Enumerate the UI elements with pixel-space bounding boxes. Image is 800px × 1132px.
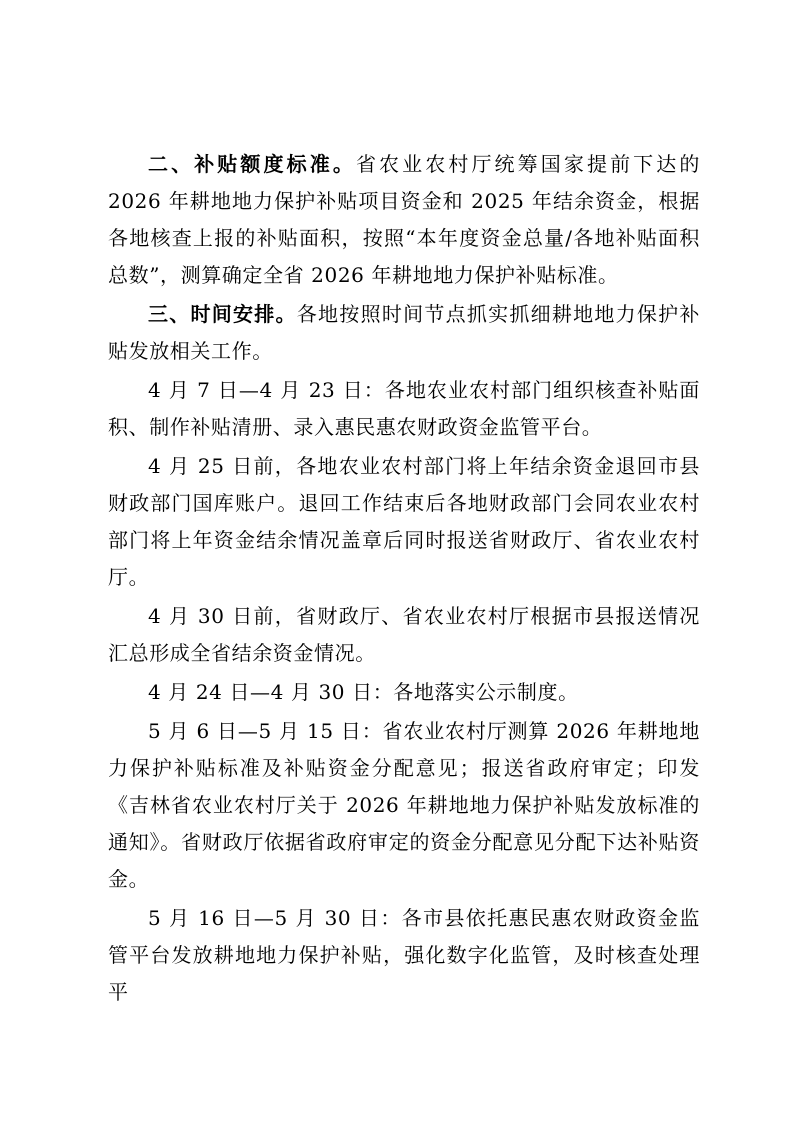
schedule-item-apr25 [108,448,700,596]
paragraph-schedule [108,296,700,370]
paragraph-text: 省农业农村厅统筹国家提前下达的 2026 年耕地地力保护补贴项目资金和 2025 年结余资金，根据各地核查上报的补贴面积，按照“本年度资金总量/各地补贴面积总数”，测算确定全省 2026 年耕地地力保护补贴标准。 [108,152,700,287]
paragraph-text: 5 月 6 日—5 月 15 日：省农业农村厅测算 2026 年耕地地力保护补贴标准及补贴资金分配意见；报送省政府审定；印发《吉林省农业农村厅关于 2026 年耕地地力保护补贴发放标准的通知》。省财政厅依据省政府审定的资金分配意见分配下达补贴资金。 [108,719,700,891]
paragraph-subsidy-standard [108,146,700,294]
schedule-item-apr30 [108,598,700,672]
schedule-item-apr24-apr30 [108,674,700,711]
paragraph-text: 4 月 30 日前，省财政厅、省农业农村厅根据市县报送情况汇总形成全省结余资金情况。 [108,604,700,665]
paragraph-text: 4 月 7 日—4 月 23 日：各地农业农村部门组织核查补贴面积、制作补贴清册、录入惠民惠农财政资金监管平台。 [108,378,700,439]
paragraph-text: 5 月 16 日—5 月 30 日：各市县依托惠民惠农财政资金监管平台发放耕地地力保护补贴，强化数字化监管，及时核查处理平 [108,906,700,1004]
schedule-item-may16-may30 [108,900,700,1011]
section-heading-subsidy-standard: 二、补贴额度标准。 [148,152,356,176]
paragraph-text: 各地按照时间节点抓实抓细耕地地力保护补贴发放相关工作。 [108,302,700,363]
document-body [108,146,700,1013]
paragraph-text: 4 月 24 日—4 月 30 日：各地落实公示制度。 [148,680,579,704]
paragraph-text: 4 月 25 日前，各地农业农村部门将上年结余资金退回市县财政部门国库账户。退回工作结束后各地财政部门会同农业农村部门将上年资金结余情况盖章后同时报送省财政厅、省农业农村厅。 [108,454,700,589]
section-heading-schedule: 三、时间安排。 [148,302,297,326]
schedule-item-apr7-apr23 [108,372,700,446]
schedule-item-may6-may15 [108,713,700,898]
